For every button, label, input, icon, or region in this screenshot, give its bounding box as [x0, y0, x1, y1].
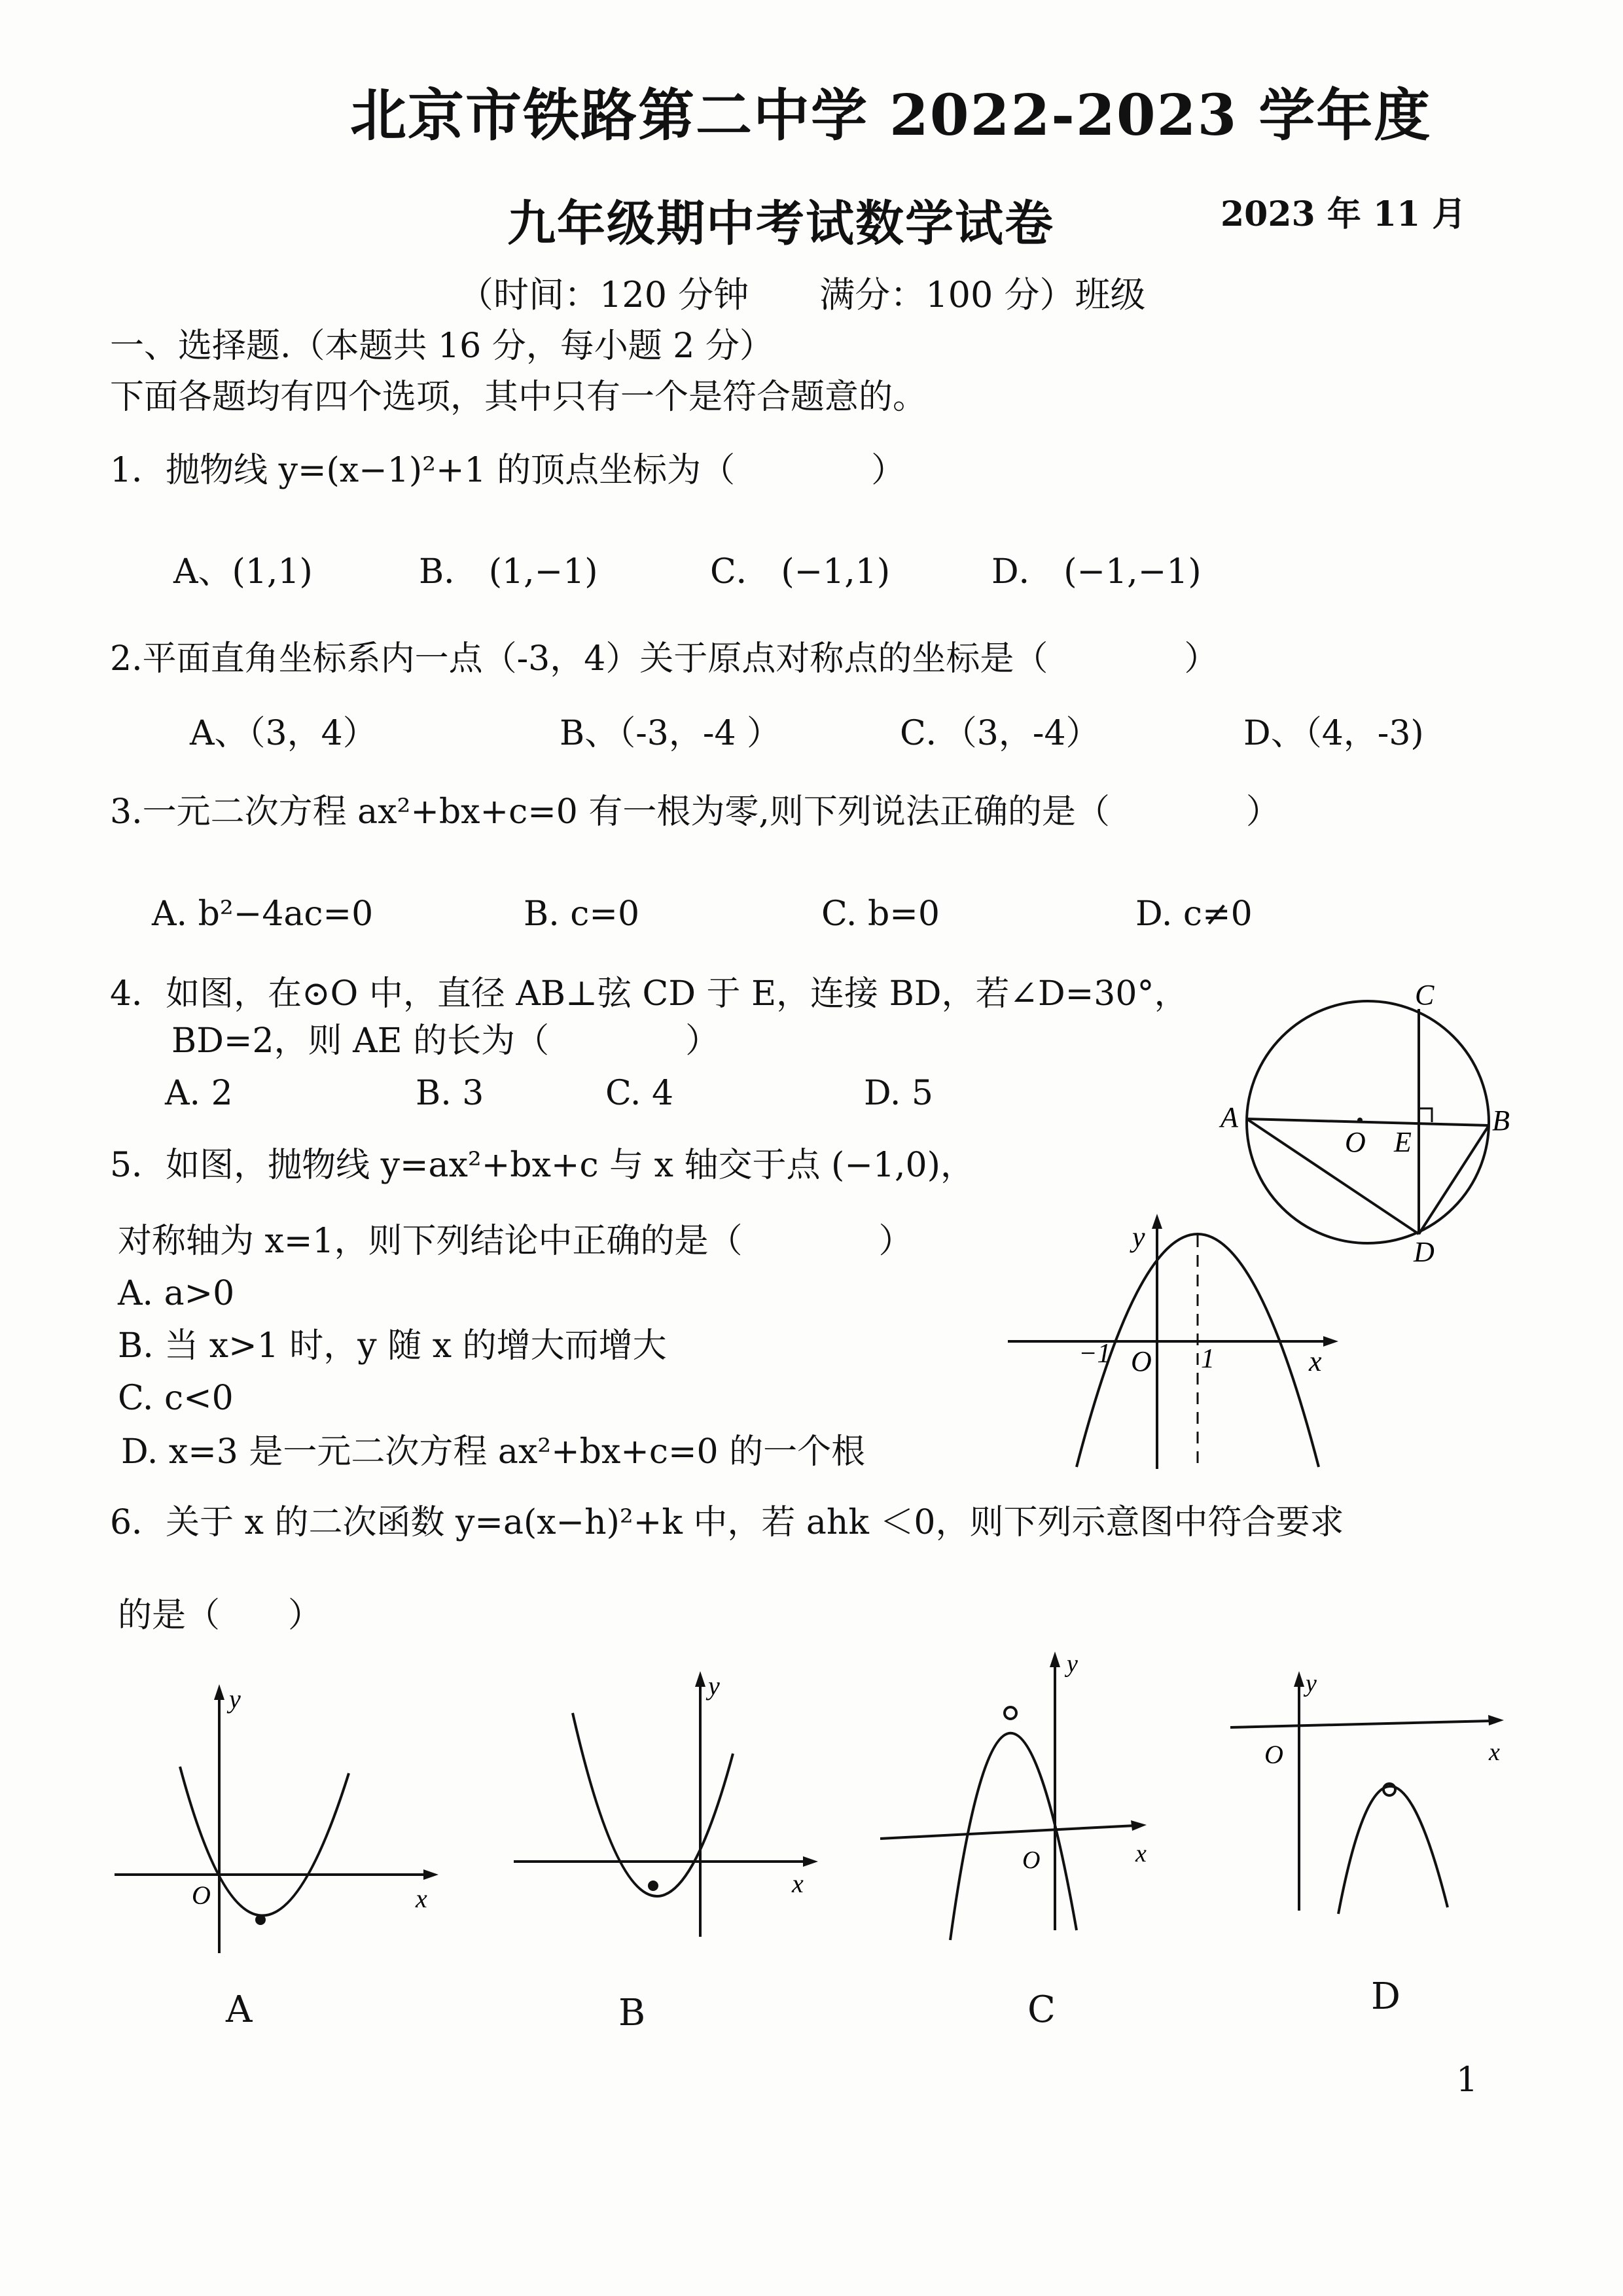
y-axis-arrow: [695, 1671, 705, 1687]
y-axis-arrow: [1152, 1214, 1162, 1229]
label-one: 1: [1201, 1344, 1215, 1374]
parabola-curve: [1338, 1786, 1448, 1914]
q1-option-a: A、(1,1): [173, 552, 313, 592]
question-4-stem-line1: 4．如图，在⊙O 中，直径 AB⊥弦 CD 于 E，连接 BD，若∠D=30°，: [110, 974, 1188, 1014]
question-6-stem-line1: 6．关于 x 的二次函数 y=a(x−h)²+k 中，若 ahk ＜0，则下列示意图中符合要求: [110, 1503, 1344, 1542]
label-c: C: [1415, 979, 1435, 1011]
q6-graph-b: [504, 1662, 844, 1950]
q3-option-b: B. c=0: [524, 894, 640, 934]
graph-caption-d: D: [1371, 1975, 1400, 2018]
q1-option-c: C． (−1,1): [710, 552, 891, 592]
q1-option-b: B． (1,−1): [419, 552, 598, 592]
label-y: y: [229, 1684, 241, 1714]
section-instruction: 下面各题均有四个选项，其中只有一个是符合题意的。: [110, 378, 927, 417]
x-axis-arrow: [423, 1869, 438, 1880]
q4-option-a: A. 2: [165, 1074, 233, 1113]
label-origin: O: [192, 1881, 211, 1910]
label-x: x: [792, 1869, 804, 1898]
label-e: E: [1394, 1126, 1412, 1158]
q2-option-c: C．（3，-4）: [900, 714, 1100, 753]
school-title: 北京市铁路第二中学 2022-2023 学年度: [350, 82, 1432, 149]
center-dot: [1357, 1118, 1363, 1123]
label-y: y: [1306, 1670, 1317, 1697]
q4-option-b: B. 3: [416, 1074, 484, 1113]
label-origin: O: [1264, 1740, 1283, 1769]
question-5-stem-line2: 对称轴为 x=1，则下列结论中正确的是（ ）: [118, 1222, 913, 1261]
label-y: y: [708, 1671, 720, 1701]
q3-option-d: D. c≠0: [1135, 894, 1253, 934]
x-axis: [880, 1826, 1135, 1839]
label-a: A: [1221, 1101, 1238, 1133]
q3-option-a: A. b²−4ac=0: [152, 894, 374, 934]
x-axis-arrow: [1323, 1336, 1338, 1347]
question-2-stem: 2.平面直角坐标系内一点（-3，4）关于原点对称点的坐标是（ ）: [110, 639, 1219, 679]
q4-option-c: C. 4: [605, 1074, 674, 1113]
exam-date: 2023 年 11 月: [1221, 194, 1467, 234]
q6-graph-c: [870, 1642, 1211, 1950]
parabola-curve: [950, 1733, 1077, 1940]
label-minus-one: −1: [1079, 1339, 1111, 1369]
graph-caption-a: A: [226, 1988, 253, 2031]
graph-caption-c: C: [1027, 1988, 1056, 2031]
section-title: 一、选择题.（本题共 16 分，每小题 2 分）: [110, 327, 774, 366]
q5-parabola-figure: [1001, 1210, 1355, 1472]
label-d: D: [1414, 1236, 1435, 1263]
page-number: 1: [1456, 2060, 1478, 2100]
parabola-curve: [573, 1713, 733, 1896]
y-axis-arrow: [1050, 1651, 1060, 1667]
exam-meta: （时间：120 分钟 满分：100 分）班级: [458, 274, 1146, 315]
q2-option-b: B、（-3，-4 ）: [560, 714, 781, 753]
vertex-point: [648, 1881, 658, 1891]
label-x: x: [416, 1884, 427, 1913]
q3-option-c: C. b=0: [821, 894, 940, 934]
label-x: x: [1309, 1345, 1322, 1377]
label-x: x: [1135, 1840, 1147, 1867]
q5-option-d: D. x=3 是一元二次方程 ax²+bx+c=0 的一个根: [121, 1432, 866, 1472]
question-5-stem-line1: 5．如图，抛物线 y=ax²+bx+c 与 x 轴交于点 (−1,0)，: [110, 1146, 974, 1185]
q2-option-d: D、（4，-3): [1243, 714, 1424, 753]
label-b: B: [1492, 1104, 1510, 1137]
label-y: y: [1067, 1650, 1078, 1678]
q5-option-b: B. 当 x>1 时，y 随 x 的增大而增大: [118, 1326, 667, 1366]
question-6-stem-line2: 的是（ ）: [118, 1596, 323, 1635]
q5-option-c: C. c<0: [118, 1379, 234, 1418]
y-axis-arrow: [214, 1684, 224, 1700]
label-origin: O: [1131, 1345, 1152, 1377]
exam-title: 九年级期中考试数学试卷: [507, 196, 1054, 252]
y-axis-arrow: [1294, 1671, 1304, 1687]
diameter-ab: [1247, 1119, 1489, 1125]
label-y: y: [1132, 1221, 1145, 1253]
q6-graph-a: [108, 1675, 448, 1976]
question-1-stem: 1．抛物线 y=(x−1)²+1 的顶点坐标为（ ）: [110, 451, 906, 490]
right-angle-mark: [1419, 1108, 1432, 1122]
vertex-point: [1005, 1707, 1016, 1719]
label-origin: O: [1022, 1846, 1041, 1874]
q6-graph-d: [1224, 1662, 1531, 1937]
x-axis-arrow: [1131, 1820, 1147, 1831]
q4-option-d: D. 5: [864, 1074, 933, 1113]
x-axis-arrow: [803, 1856, 818, 1867]
question-3-stem: 3.一元二次方程 ax²+bx+c=0 有一根为零,则下列说法正确的是（ ）: [110, 792, 1280, 832]
x-axis: [1230, 1721, 1492, 1727]
segment-bd: [1419, 1125, 1489, 1234]
q1-option-d: D． (−1,−1): [991, 552, 1202, 592]
graph-caption-b: B: [618, 1992, 646, 2034]
label-o: O: [1345, 1126, 1366, 1158]
q2-option-a: A、（3，4）: [190, 714, 377, 753]
question-4-stem-line2: BD=2，则 AE 的长为（ ）: [171, 1021, 720, 1061]
label-x: x: [1489, 1739, 1500, 1766]
q5-option-a: A. a>0: [118, 1274, 235, 1313]
vertex-point: [255, 1915, 266, 1925]
x-axis-arrow: [1488, 1715, 1504, 1725]
